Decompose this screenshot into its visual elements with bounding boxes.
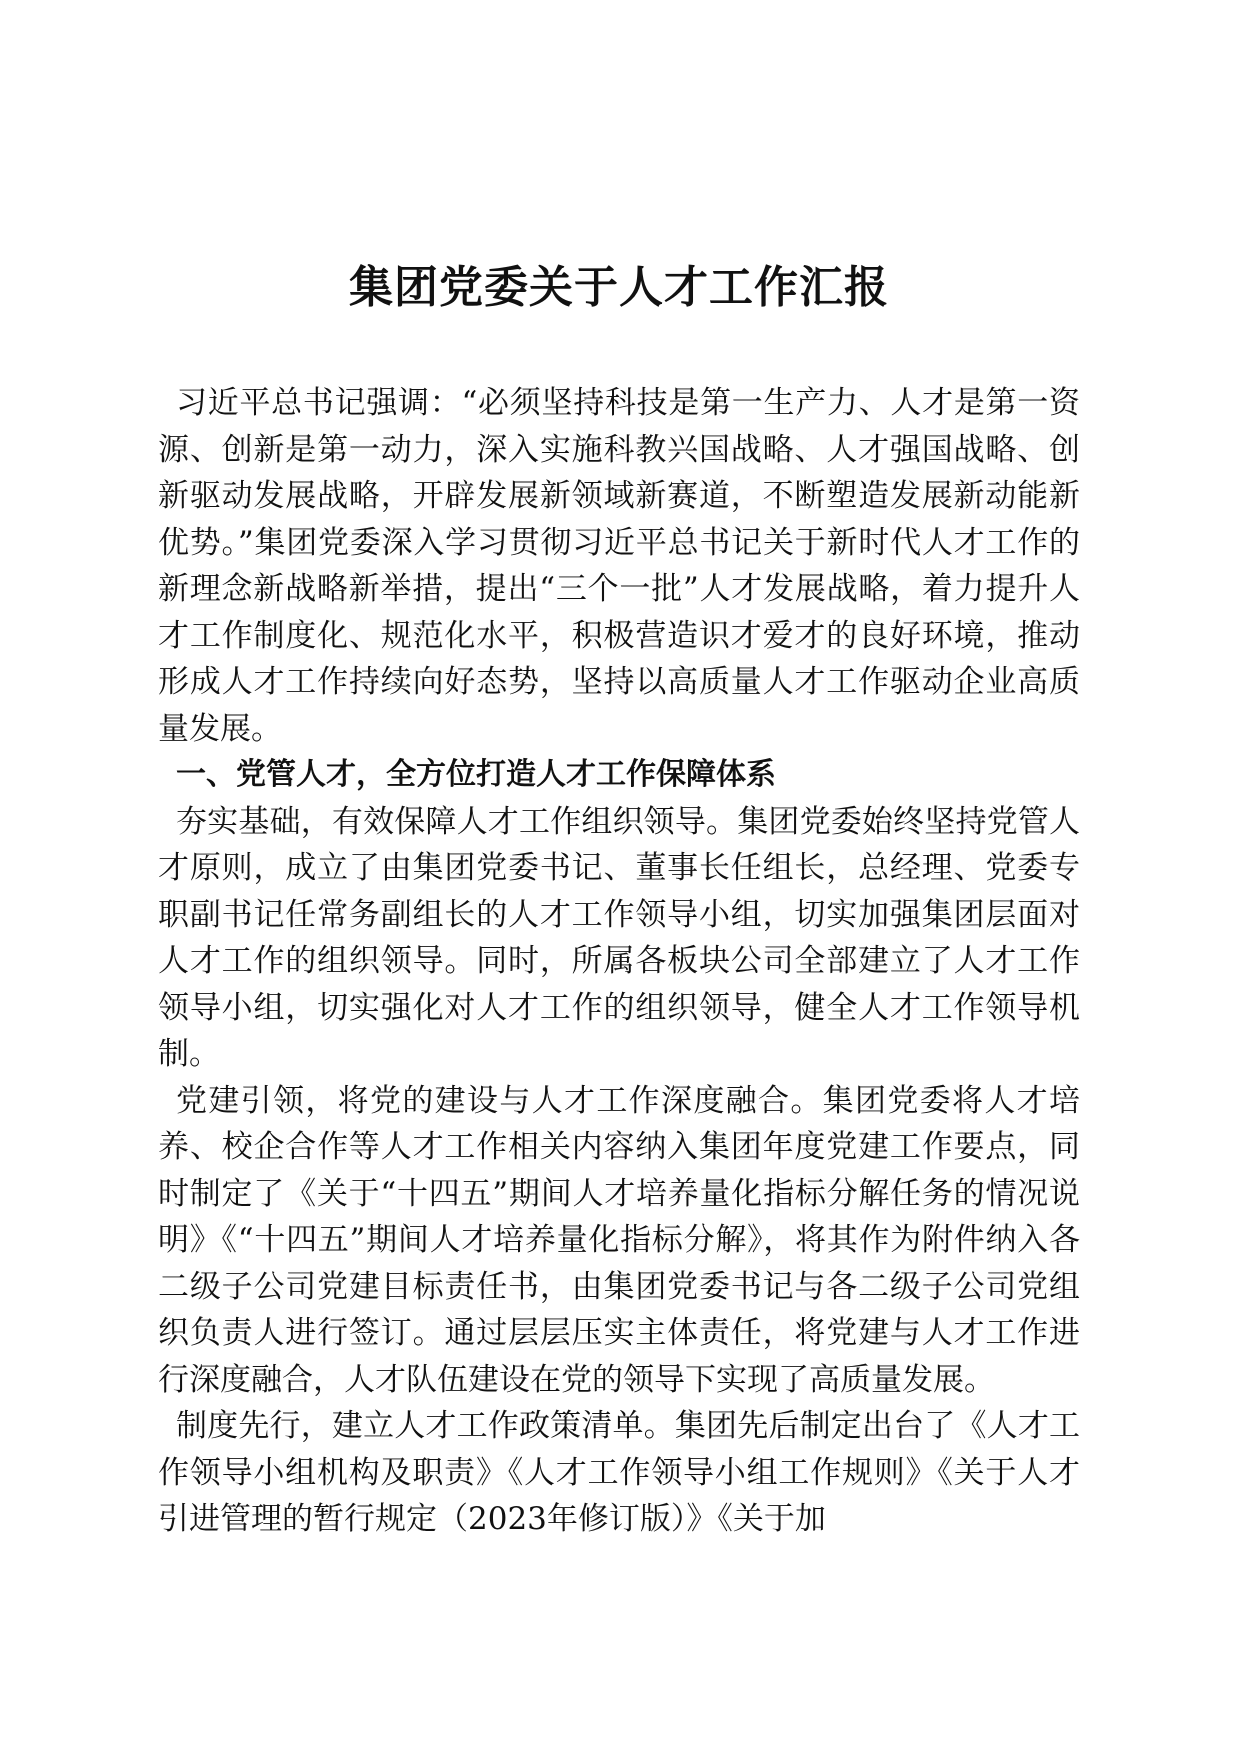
document-body [158, 380, 1080, 1543]
paragraph-party-building: 党建引领，将党的建设与人才工作深度融合。集团党委将人才培养、校企合作等人才工作相关内容纳入集团年度党建工作要点，同时制定了《关于“十四五”期间人才培养量化指标分解任务的情况说明》《“十四五”期间人才培养量化指标分解》，将其作为附件纳入各二级子公司党建目标责任书，由集团党委书记与各二级子公司党组织负责人进行签订。通过层层压实主体责任，将党建与人才工作进行深度融合，人才队伍建设在党的领导下实现了高质量发展。 [158, 1082, 1080, 1398]
document-title: 集团党委关于人才工作汇报 [349, 262, 889, 313]
document-page [158, 0, 1080, 1754]
paragraph-intro: 习近平总书记强调：“必须坚持科技是第一生产力、人才是第一资源、创新是第一动力，深入实施科教兴国战略、人才强国战略、创新驱动发展战略，开辟发展新领域新赛道，不断塑造发展新动能新优势。”集团党委深入学习贯彻习近平总书记关于新时代人才工作的新理念新战略新举措，提出“三个一批”人才发展战略，着力提升人才工作制度化、规范化水平，积极营造识才爱才的良好环境，推动形成人才工作持续向好态势，坚持以高质量人才工作驱动企业高质量发展。 [158, 385, 1080, 747]
paragraph-foundation: 夯实基础，有效保障人才工作组织领导。集团党委始终坚持党管人才原则，成立了由集团党委书记、董事长任组长，总经理、党委专职副书记任常务副组长的人才工作领导小组，切实加强集团层面对人才工作的组织领导。同时，所属各板块公司全部建立了人才工作领导小组，切实强化对人才工作的组织领导，健全人才工作领导机制。 [158, 803, 1080, 1072]
section-heading-1: 一、党管人才，全方位打造人才工作保障体系 [176, 757, 776, 792]
paragraph-policy: 制度先行，建立人才工作政策清单。集团先后制定出台了《人才工作领导小组机构及职责》《人才工作领导小组工作规则》《关于人才引进管理的暂行规定（2023年修订版）》《关于加 [158, 1408, 1080, 1537]
